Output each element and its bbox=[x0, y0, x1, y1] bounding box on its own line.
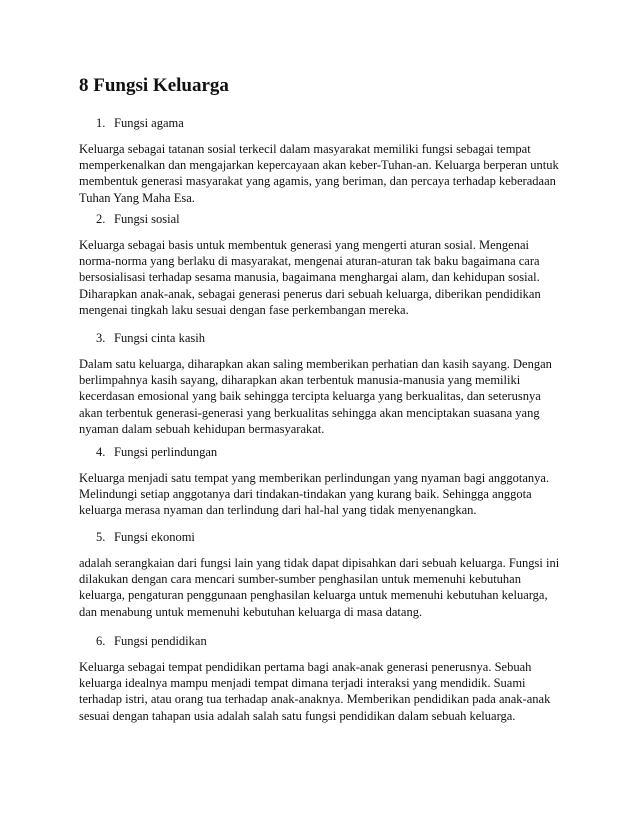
section-paragraph bbox=[79, 555, 579, 620]
paragraph-line: Keluarga sebagai basis untuk membentuk generasi yang mengerti aturan sosial. Mengenai bbox=[79, 238, 529, 252]
section-paragraph bbox=[79, 356, 579, 437]
section-number: 4. bbox=[96, 445, 106, 459]
section-heading-label: Fungsi agama bbox=[114, 116, 184, 130]
paragraph-line: sesuai dengan tahapan usia adalah salah satu fungsi pendidikan dalam sebuah keluarga. bbox=[79, 708, 516, 723]
section-number: 1. bbox=[96, 116, 106, 130]
paragraph-line: keluarga idealnya mampu menjadi tempat dimana terjadi interaksi yang mendidik. Suami bbox=[79, 676, 526, 691]
paragraph-line: Keluarga sebagai tempat pendidikan pertama bagi anak-anak generasi penerusnya. Sebuah bbox=[79, 660, 532, 674]
section-heading-label: Fungsi perlindungan bbox=[114, 445, 218, 459]
paragraph-line: bersosialisasi terhadap sesama manusia, bagaimana menghargai alam, dan kehidupan sosial. bbox=[79, 270, 540, 285]
paragraph-line: Dalam satu keluarga, diharapkan akan saling memberikan perhatian dan kasih sayang. Dengan bbox=[79, 357, 552, 371]
paragraph-line: dilakukan dengan cara mencari sumber-sumber penghasilan untuk memenuhi kebutuhan bbox=[79, 572, 521, 587]
paragraph-line: norma-norma yang berlaku di masyarakat, mengenai aturan-aturan tak baku bagaimana cara bbox=[79, 254, 540, 269]
paragraph-line: Tuhan Yang Maha Esa. bbox=[79, 190, 195, 205]
section-number: 3. bbox=[96, 331, 106, 345]
section-heading bbox=[96, 115, 579, 131]
paragraph-line: Melindungi setiap anggotanya dari tindakan-tindakan yang kurang baik. Sehingga anggota bbox=[79, 487, 532, 502]
section-number: 2. bbox=[96, 212, 106, 226]
section-number: 6. bbox=[96, 634, 106, 648]
document-title: 8 Fungsi Keluarga bbox=[79, 75, 229, 96]
section-heading bbox=[96, 444, 579, 460]
paragraph-line: akan terbentuk generasi-generasi yang berkualitas sehingga akan menciptakan suasana yang bbox=[79, 405, 540, 420]
paragraph-line: nyaman dalam sebuah kehidupan bermasyarakat. bbox=[79, 421, 325, 436]
paragraph-line: keluarga, pengaturan penggunaan penghasilan keluarga untuk memenuhi kebutuhan keluarga, bbox=[79, 588, 548, 603]
section-paragraph bbox=[79, 141, 579, 206]
paragraph-line: adalah serangkaian dari fungsi lain yang tidak dapat dipisahkan dari sebuah keluarga. Fungsi ini bbox=[79, 556, 560, 570]
paragraph-line: membentuk generasi masyarakat yang agamis, yang beriman, dan percaya terhadap keberadaan bbox=[79, 174, 556, 189]
section-fungsi-cinta-kasih bbox=[79, 330, 579, 437]
section-heading-label: Fungsi pendidikan bbox=[114, 634, 207, 648]
paragraph-line: terhadap istri, atau orang tua terhadap anak-anaknya. Memberikan pendidikan pada anak-anak bbox=[79, 692, 551, 707]
section-heading bbox=[96, 529, 579, 545]
section-paragraph bbox=[79, 237, 579, 318]
paragraph-line: mengenai tingkah laku sesuai dengan fase perkembangan mereka. bbox=[79, 302, 409, 317]
paragraph-line: Keluarga sebagai tatanan sosial terkecil dalam masyarakat memiliki fungsi sebagai tempat bbox=[79, 142, 531, 156]
paragraph-line: dan menabung untuk memenuhi kebutuhan keluarga di masa datang. bbox=[79, 604, 423, 619]
section-heading-label: Fungsi sosial bbox=[114, 212, 180, 226]
paragraph-line: Keluarga menjadi satu tempat yang memberikan perlindungan yang nyaman bagi anggotanya. bbox=[79, 471, 550, 485]
paragraph-line: keluarga merasa nyaman dan terlindung dari hal-hal yang tidak menyenangkan. bbox=[79, 503, 477, 518]
section-heading-label: Fungsi cinta kasih bbox=[114, 331, 205, 345]
section-paragraph bbox=[79, 659, 579, 724]
paragraph-line: kecerdasan emosional yang baik sehingga tercipta keluarga yang berkualitas, dan seterusnya bbox=[79, 389, 541, 404]
section-number: 5. bbox=[96, 530, 106, 544]
section-heading bbox=[96, 330, 579, 346]
section-fungsi-pendidikan bbox=[79, 633, 579, 724]
paragraph-line: Diharapkan anak-anak, sebagai generasi penerus dari sebuah keluarga, diberikan pendidikan bbox=[79, 286, 541, 301]
section-heading-label: Fungsi ekonomi bbox=[114, 530, 195, 544]
section-heading bbox=[96, 633, 579, 649]
section-paragraph bbox=[79, 470, 579, 519]
section-heading bbox=[96, 211, 579, 227]
section-fungsi-agama bbox=[79, 115, 579, 206]
paragraph-line: memperkenalkan dan mengajarkan kepercayaan akan keber-Tuhan-an. Keluarga berperan untuk bbox=[79, 158, 559, 173]
paragraph-line: berlimpahnya kasih sayang, diharapkan akan terbentuk manusia-manusia yang memiliki bbox=[79, 373, 521, 388]
section-fungsi-ekonomi bbox=[79, 529, 579, 620]
section-fungsi-sosial bbox=[79, 211, 579, 318]
section-fungsi-perlindungan bbox=[79, 444, 579, 519]
